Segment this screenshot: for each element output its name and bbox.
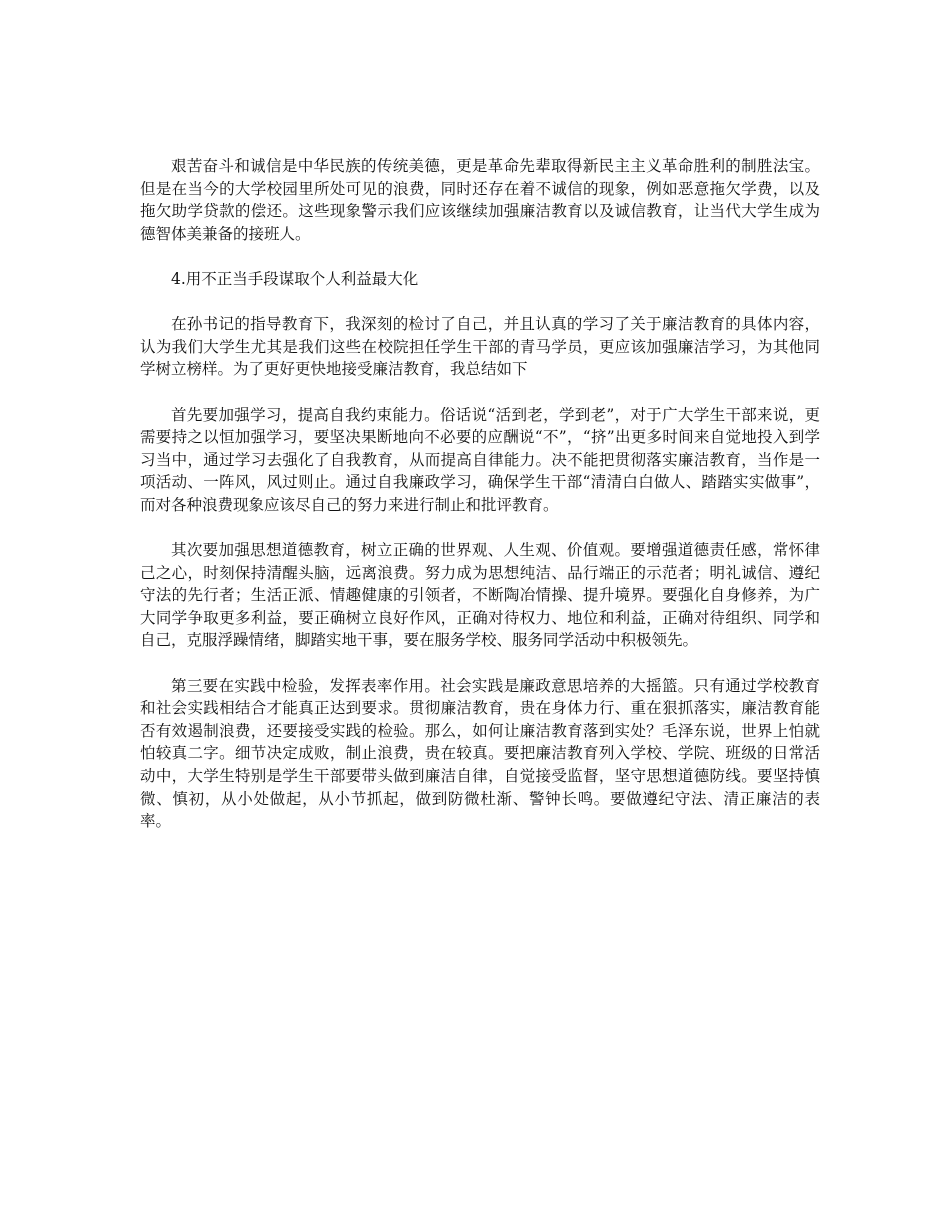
- paragraph-first-study: 首先要加强学习，提高自我约束能力。俗话说“活到老，学到老”，对于广大学生干部来说，更需要持之以恒加强学习，要坚决果断地向不必要的应酬说“不”，“挤”出更多时间来自觉地投入到学习当中，通过学习去强化了自我教育，从而提高自律能力。决不能把贯彻落实廉洁教育，当作是一项活动、一阵风，风过则止。通过自我廉政学习，确保学生干部“清清白白做人、踏踏实实做事”，而对各种浪费现象应该尽自己的努力来进行制止和批评教育。: [140, 405, 820, 514]
- paragraph-reflection: 在孙书记的指导教育下，我深刻的检讨了自己，并且认真的学习了关于廉洁教育的具体内容，认为我们大学生尤其是我们这些在校院担任学生干部的青马学员，更应该加强廉洁学习，为其他同学树立榜样。为了更好更快地接受廉洁教育，我总结如下: [140, 315, 820, 379]
- document-body: [140, 155, 820, 855]
- paragraph-integrity: 艰苦奋斗和诚信是中华民族的传统美德，更是革命先辈取得新民主主义革命胜利的制胜法宝。但是在当今的大学校园里所处可见的浪费，同时还存在着不诚信的现象，例如恶意拖欠学费，以及拖欠助学贷款的偿还。这些现象警示我们应该继续加强廉洁教育以及诚信教育，让当代大学生成为德智体美兼备的接班人。: [140, 157, 820, 243]
- section-heading-4: 4.用不正当手段谋取个人利益最大化: [171, 269, 419, 288]
- paragraph-second-moral: 其次要加强思想道德教育，树立正确的世界观、人生观、价值观。要增强道德责任感，常怀律己之心，时刻保持清醒头脑，远离浪费。努力成为思想纯洁、品行端正的示范者；明礼诚信、遵纪守法的先行者；生活正派、情趣健康的引领者，不断陶冶情操、提升境界。要强化自身修养，为广大同学争取更多利益，要正确树立良好作风，正确对待权力、地位和利益，正确对待组织、同学和自己，克服浮躁情绪，脚踏实地干事，要在服务学校、服务同学活动中积极领先。: [140, 541, 820, 650]
- paragraph-third-practice: 第三要在实践中检验，发挥表率作用。社会实践是廉政意思培养的大摇篮。只有通过学校教育和社会实践相结合才能真正达到要求。贯彻廉洁教育，贵在身体力行、重在狠抓落实，廉洁教育能否有效遏制浪费，还要接受实践的检验。那么，如何让廉洁教育落到实处？毛泽东说，世界上怕就怕较真二字。细节决定成败，制止浪费，贵在较真。要把廉洁教育列入学校、学院、班级的日常活动中，大学生特别是学生干部要带头做到廉洁自律，自觉接受监督，坚守思想道德防线。要坚持慎微、慎初，从小处做起，从小节抓起，做到防微杜渐、警钟长鸣。要做遵纪守法、清正廉洁的表率。: [140, 676, 820, 831]
